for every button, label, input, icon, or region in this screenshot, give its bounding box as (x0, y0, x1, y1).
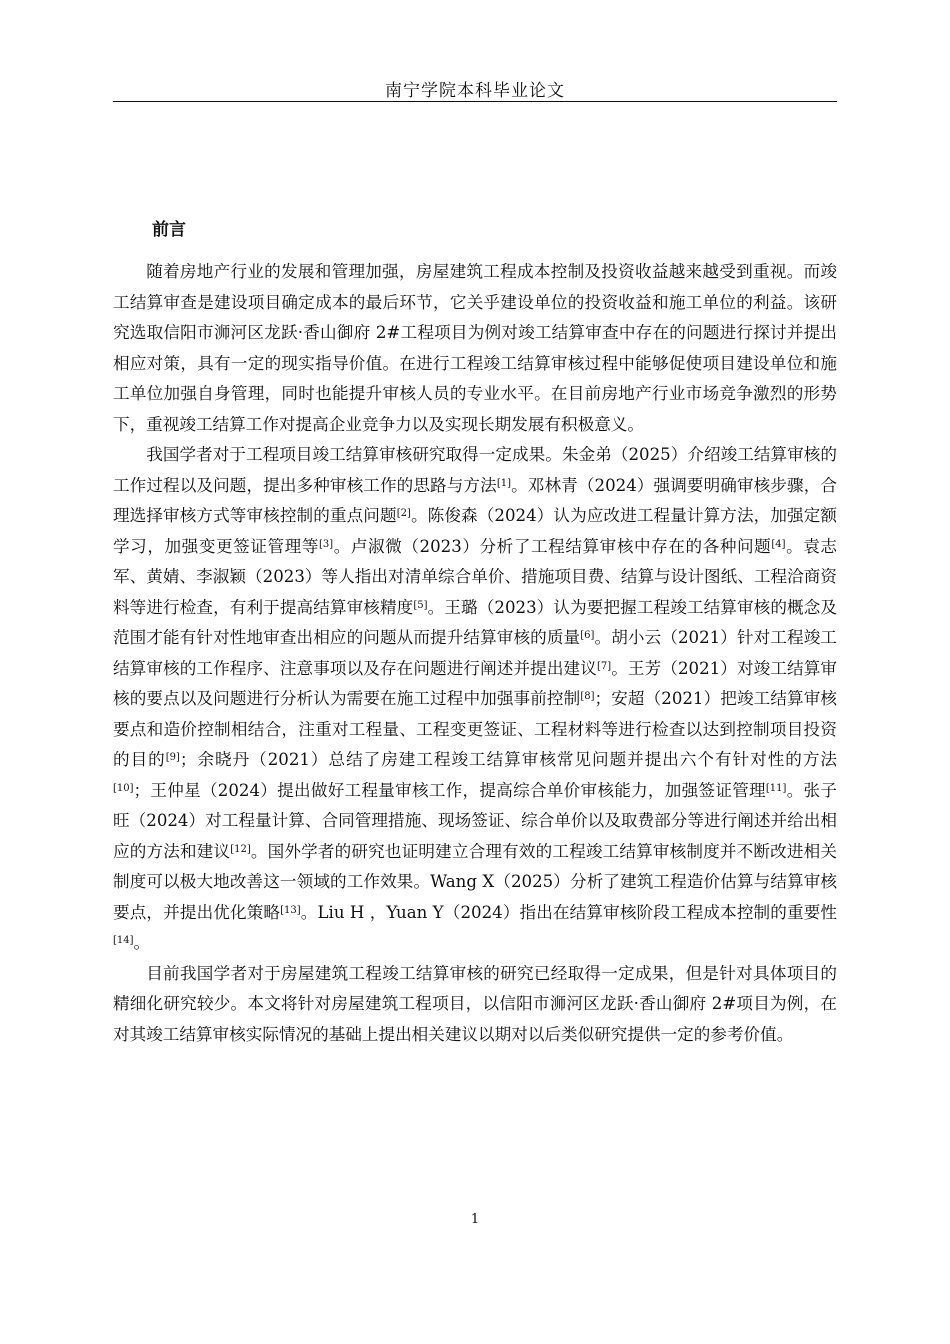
page-number: 1 (470, 1212, 480, 1227)
paragraph (113, 257, 837, 440)
paragraph-text: ；安超（2021）把竣工结算审核要点和造价控制相结合，注重对工程量、工程变更签证、工程材料等进行检查以达到控制项目投资的目的 (113, 689, 838, 769)
section-heading: 前言 (152, 220, 186, 240)
paragraph-text: 。胡小云（2021）针对工程竣工结算审核的工作程序、注意事项以及存在问题进行阐述并提出建议 (113, 628, 837, 678)
paragraph-text: 随着房地产行业的发展和管理加强，房屋建筑工程成本控制及投资收益越来越受到重视。而竣工结算审查是建设项目确定成本的最后环节，它关乎建设单位的投资收益和施工单位的利益。该研究选取信阳市浉河区龙跃·香山御府 2#工程项目为例对竣工结算审查中存在的问题进行探讨并提出相应对策，具有一定的现实指导价值。在进行工程竣工结算审核过程中能够促使项目建设单位和施工单位加强自身管理，同时也能提升审核人员的专业水平。在目前房地产行业市场竞争激烈的形势下，重视竣工结算工作对提高企业竞争力以及实现长期发展有积极意义。 (113, 262, 837, 434)
paragraph-text: ；余晓丹（2021）总结了房建工程竣工结算审核常见问题并提出六个有针对性的方法 (179, 750, 838, 769)
citation-marker: [10] (113, 782, 134, 794)
paragraph-text: 我国学者对于工程项目竣工结算审核研究取得一定成果。朱金弟（2025）介绍竣工结算审核的工作过程以及问题，提出多种审核工作的思路与方法 (113, 445, 837, 495)
paragraph-text: ；王仲星（2024）提出做好工程量审核工作，提高综合单价审核能力，加强签证管理 (133, 780, 766, 800)
citation-marker: [14] (113, 935, 134, 946)
citation-marker: [1] (496, 477, 511, 489)
header-divider (113, 101, 837, 102)
page-header-title: 南宁学院本科毕业论文 (385, 81, 565, 101)
citation-marker: [4] (771, 538, 786, 550)
citation-marker: [3] (318, 538, 334, 550)
paragraph-text: 。Liu H ，Yuan Y（2024）指出在结算审核阶段工程成本控制的重要性 (300, 902, 837, 922)
paragraph (113, 959, 837, 1051)
paragraph-text: 目前我国学者对于房屋建筑工程竣工结算审核的研究已经取得一定成果，但是针对具体项目的精细化研究较少。本文将针对房屋建筑工程项目，以信阳市浉河区龙跃·香山御府 2#项目为例，在对其竣工结算审核实际情况的基础上提出相关建议以期对以后类似研究提供一定的参考价值。 (113, 963, 837, 1044)
citation-marker: [11] (765, 782, 787, 794)
citation-marker: [8] (580, 691, 595, 702)
citation-marker: [9] (165, 752, 180, 763)
citation-marker: [6] (580, 630, 595, 641)
paragraph-text: 。陈俊森（2024）认为应改进工程量计算方法，加强定额学习，加强变更签证管理等 (113, 506, 837, 556)
paragraph-text: 。国外学者的研究也证明建立合理有效的工程竣工结算审核制度并不断改进相关制度可以极大地改善这一领域的工作效果。Wang X（2025）分析了建筑工程造价估算与结算审核要点，并提出优化策略 (113, 841, 838, 922)
citation-marker: [12] (230, 843, 251, 855)
paragraph-text: 。 (133, 933, 151, 952)
paragraph-text: 。王芳（2021）对竣工结算审核的要点以及问题进行分析认为需要在施工过程中加强事前控制 (113, 658, 837, 708)
citation-marker: [13] (280, 904, 301, 916)
paragraph (113, 440, 837, 959)
citation-marker: [2] (396, 508, 411, 519)
citation-marker: [7] (596, 660, 612, 672)
paragraph-text: 。张子旺（2024）对工程量计算、合同管理措施、现场签证、综合单价以及取费部分等进行阐述并给出相应的方法和建议 (113, 780, 837, 861)
paragraph-text: 。卢淑微（2023）分析了工程结算审核中存在的各种问题 (333, 536, 772, 556)
paragraph-text: 。邓林青（2024）强调要明确审核步骤，合理选择审核方式等审核控制的重点问题 (113, 475, 837, 525)
body-text (113, 257, 837, 1050)
paragraph-text: 。袁志军、黄婧、李淑颖（2023）等人指出对清单综合单价、措施项目费、结算与设计图纸、工程洽商资料等进行检查，有利于提高结算审核精度 (113, 536, 837, 617)
paragraph-text: 。王璐（2023）认为要把握工程竣工结算审核的概念及范围才能有针对性地审查出相应的问题从而提升结算审核的质量 (113, 597, 837, 647)
citation-marker: [5] (413, 599, 428, 611)
